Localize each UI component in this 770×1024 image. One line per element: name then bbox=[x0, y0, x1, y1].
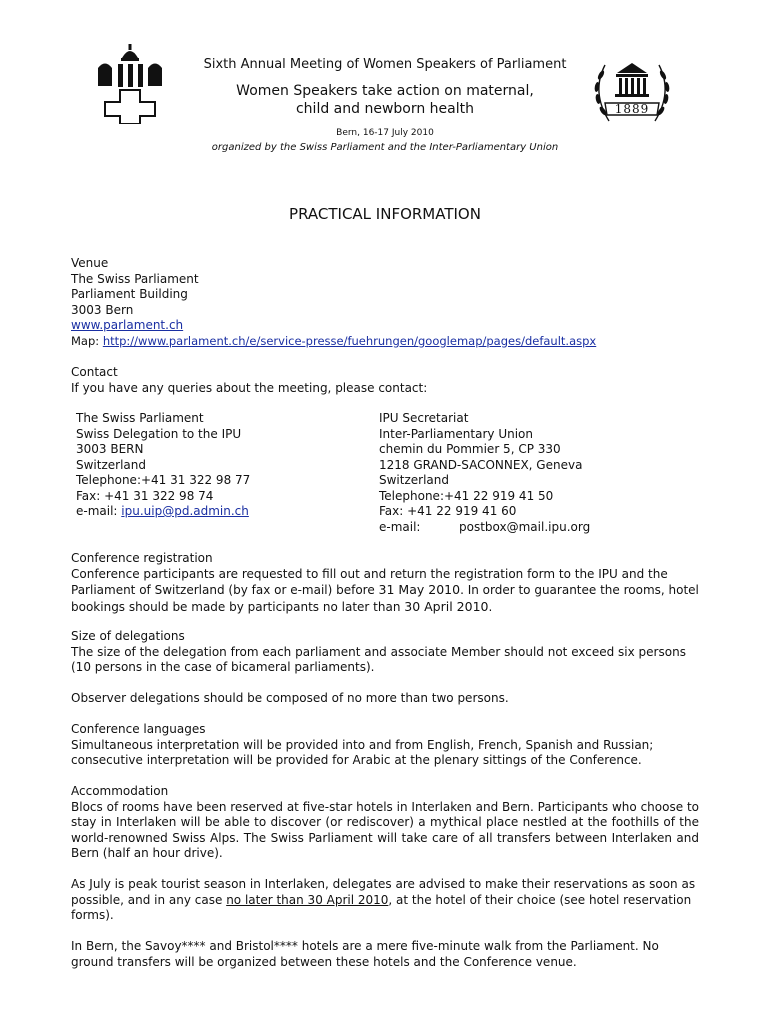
registration-section bbox=[71, 551, 699, 615]
venue-line: The Swiss Parliament bbox=[71, 271, 199, 286]
contact-ipu-secretariat bbox=[379, 411, 709, 535]
contact-intro: If you have any queries about the meeting, please contact: bbox=[71, 380, 428, 395]
venue-line: Parliament Building bbox=[71, 287, 188, 301]
contact-section bbox=[71, 365, 711, 396]
delegations-section bbox=[71, 629, 699, 707]
contact-right-line: chemin du Pommier 5, CP 330 bbox=[379, 442, 561, 456]
contact-left-email-link[interactable]: ipu.uip@pd.admin.ch bbox=[121, 504, 249, 518]
contact-right-line: Fax: +41 22 919 41 60 bbox=[379, 504, 517, 518]
ipu-logo bbox=[587, 47, 677, 137]
accommodation-section bbox=[71, 784, 699, 970]
contact-right-title: IPU Secretariat bbox=[379, 411, 469, 425]
languages-section bbox=[71, 722, 699, 769]
contact-right-line: 1218 GRAND-SACONNEX, Geneva bbox=[379, 457, 583, 472]
registration-heading: Conference registration bbox=[71, 551, 213, 565]
venue-section bbox=[71, 256, 711, 349]
ipu-year: 1889 bbox=[614, 102, 650, 116]
venue-line: 3003 Bern bbox=[71, 302, 134, 317]
contact-swiss-parliament bbox=[76, 411, 366, 520]
reservation-advice: As July is peak tourist season in Interlaken, delegates are advised to make their reservations as soon as possible, and in any case no later than 30 April 2010, at the hotel of their choice (see hotel reservation forms). bbox=[71, 877, 696, 922]
bern-hotels-text: In Bern, the Savoy**** and Bristol**** hotels are a mere five-minute walk from the Parliament. No ground transfers will be organized between these hotels and the Conference venue. bbox=[71, 939, 659, 969]
document-title: PRACTICAL INFORMATION bbox=[289, 205, 481, 223]
map-link[interactable]: http://www.parlament.ch/e/service-presse/fuehrungen/googlemap/pages/default.aspx bbox=[102, 333, 597, 348]
venue-website-link[interactable]: www.parlament.ch bbox=[71, 318, 184, 332]
accommodation-heading: Accommodation bbox=[71, 784, 169, 798]
meeting-theme-line-1: Women Speakers take action on maternal, bbox=[236, 83, 534, 99]
registration-deadline: 31 May 2010 bbox=[378, 582, 461, 597]
swiss-parliament-logo bbox=[95, 44, 165, 124]
contact-left-line: Swiss Delegation to the IPU bbox=[76, 426, 242, 441]
booking-deadline: 30 April 2010 bbox=[404, 598, 489, 614]
contact-left-line: Fax: +41 31 322 98 74 bbox=[76, 488, 214, 503]
contact-left-line: Telephone:+41 31 322 98 77 bbox=[76, 473, 251, 487]
accommodation-text: Blocs of rooms have been reserved at five-star hotels in Interlaken and Bern. Participants who choose to stay in Interlaken will be able to discover (or rediscover) a mythical place nestled at the foothills of the world-renowned Swiss Alps. The Swiss Parliament will take care of all transfers between Interlaken and Bern (half an hour drive). bbox=[71, 799, 699, 860]
delegations-text: The size of the delegation from each parliament and associate Member should not exceed six persons (10 persons in the case of bicameral parliaments). bbox=[71, 644, 686, 674]
contact-heading: Contact bbox=[71, 365, 118, 379]
meeting-title: Sixth Annual Meeting of Women Speakers of Parliament bbox=[203, 57, 567, 72]
contact-right-email: postbox@mail.ipu.org bbox=[459, 519, 591, 534]
contact-left-line: Switzerland bbox=[76, 457, 146, 472]
place-date: Bern, 16-17 July 2010 bbox=[336, 128, 434, 138]
registration-text: Conference participants are requested to fill out and return the registration form to the IPU and the Parliament of Switzerland (by fax or e-mail) before 31 May 2010. In order to guarantee the rooms, hotel bookings should be made by participants no later than 30 April 2010. bbox=[71, 566, 699, 614]
contact-left-line: 3003 BERN bbox=[76, 442, 144, 456]
contact-right-line: Inter-Parliamentary Union bbox=[379, 426, 533, 441]
reservation-deadline: no later than 30 April 2010 bbox=[226, 892, 389, 907]
observer-delegations-text: Observer delegations should be composed of no more than two persons. bbox=[71, 691, 509, 705]
delegations-heading: Size of delegations bbox=[71, 629, 185, 643]
contact-left-title: The Swiss Parliament bbox=[76, 411, 204, 425]
map-label: Map: bbox=[71, 333, 103, 348]
meeting-theme-line-2: child and newborn health bbox=[295, 101, 474, 117]
contact-left-email-label: e-mail: bbox=[76, 504, 122, 518]
contact-right-line: Telephone:+41 22 919 41 50 bbox=[379, 488, 554, 503]
ipu-emblem-icon bbox=[587, 47, 677, 137]
languages-text: Simultaneous interpretation will be provided into and from English, French, Spanish and Russian; consecutive interpretation will be provided for Arabic at the plenary sittings of the Conference. bbox=[71, 737, 654, 767]
venue-heading: Venue bbox=[71, 256, 109, 270]
organizers: organized by the Swiss Parliament and the Inter-Parliamentary Union bbox=[211, 142, 559, 153]
contact-right-line: Switzerland bbox=[379, 473, 449, 487]
contact-right-email-label: e-mail: bbox=[379, 519, 421, 534]
languages-heading: Conference languages bbox=[71, 722, 206, 736]
